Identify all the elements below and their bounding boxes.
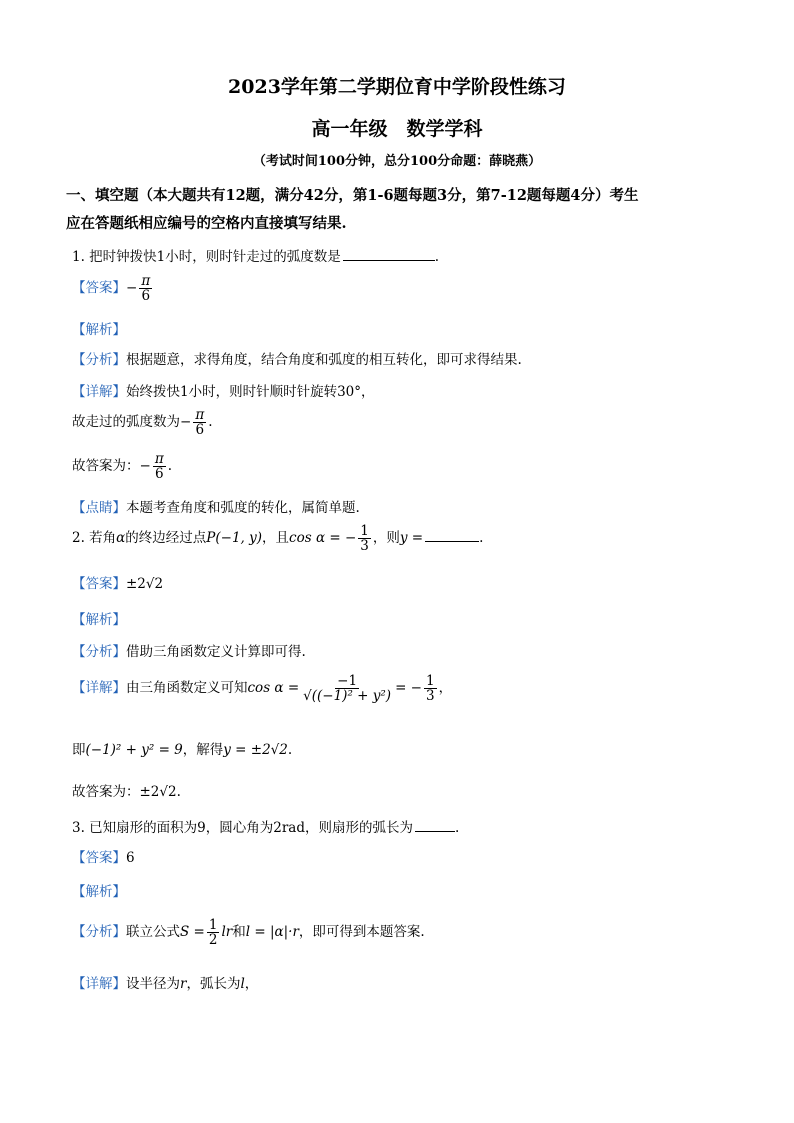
detail-label: 【详解】 xyxy=(72,976,126,992)
q2-detail-rhs-fraction xyxy=(424,674,437,703)
page-title: 2023学年第二学期位育中学阶段性练习 xyxy=(228,76,566,98)
answer-label: 【答案】 xyxy=(72,576,126,592)
q3-stem: 3. 已知扇形的面积为9，圆心角为2rad，则扇形的弧长为 . xyxy=(72,820,460,836)
q1-detail-text: 始终拨快1小时，则时针顺时针旋转30°， xyxy=(126,384,375,400)
q2-detail-a: 由三角函数定义可知 xyxy=(126,680,248,697)
answer-label: 【答案】 xyxy=(72,280,126,297)
q3-fenxi-lr: lr xyxy=(221,924,233,941)
q1-detail xyxy=(72,380,375,400)
q2-answer-value: ±2√2 xyxy=(126,576,164,592)
q3-detail-b: ，弧长为 xyxy=(186,976,241,992)
q2-detail-eq: cos α = xyxy=(247,680,300,697)
q2-detail-2b: ，解得 xyxy=(182,742,224,758)
frac-num: 1 xyxy=(360,523,369,539)
q2-detail-rhs: = − xyxy=(395,680,422,697)
frac-num: π xyxy=(195,407,205,423)
q2-detail-2: 即(−1)² + y² = 9，解得y = ±2√2. xyxy=(72,742,293,758)
q1-analysis-label: 【解析】 xyxy=(72,322,126,338)
q3-analysis-label: 【解析】 xyxy=(72,884,126,900)
q2-final-value: ±2√2 xyxy=(139,784,177,800)
frac-num: π xyxy=(141,273,151,289)
q3-detail-l: l xyxy=(240,976,245,992)
comment-label: 【点睛】 xyxy=(72,500,126,516)
q3-answer xyxy=(72,846,135,866)
q3-stem-text: 3. 已知扇形的面积为9，圆心角为2rad，则扇形的弧长为 xyxy=(72,820,413,836)
q3-fenxi-s: S = xyxy=(180,924,205,941)
q3-answer-blank xyxy=(415,830,455,832)
q1-fenxi xyxy=(72,348,522,368)
q1-final-fraction xyxy=(153,452,166,481)
q1-comment-text: 本题考查角度和弧度的转化，属简单题. xyxy=(126,500,360,516)
q1-stem: 1. 把时钟拨快1小时，则时针走过的弧度数是 . xyxy=(72,249,440,265)
q2-stem-d: ，则 xyxy=(372,530,400,547)
frac-num: π xyxy=(154,451,164,467)
q3-detail-text: 设半径为 xyxy=(126,976,180,992)
q1-answer-blank xyxy=(343,259,435,261)
q1-detail-2: 故走过的弧度数为− $\frac{\pi}{6}$ . xyxy=(72,407,213,439)
q2-stem-c: ，且 xyxy=(262,530,290,547)
q1-fenxi-text: 根据题意，求得角度，结合角度和弧度的相互转化，即可求得结果. xyxy=(126,352,522,368)
q3-fenxi-a: 联立公式 xyxy=(126,924,180,941)
q3-detail-c: ， xyxy=(244,976,259,992)
fenxi-label: 【分析】 xyxy=(72,644,126,660)
q2-detail: 【详解】由三角函数定义可知cos α = $\frac{-1}{\text{√((−1)² + y²)}}$ = − $\frac{1}{3}$ ， xyxy=(72,673,453,705)
q1-final: 故答案为：− $\frac{\pi}{6}$ . xyxy=(72,451,172,483)
q2-fenxi-text: 借助三角函数定义计算即可得. xyxy=(126,644,306,660)
q2-detail-2sol: y = ±2√2 xyxy=(223,742,288,758)
q1-comment xyxy=(72,496,360,516)
q3-fenxi xyxy=(72,918,425,947)
q2-detail-fraction xyxy=(301,674,393,703)
frac-den: 3 xyxy=(425,688,435,705)
frac-num: 1 xyxy=(208,917,218,933)
q2-stem-a: 2. 若角 xyxy=(72,530,117,547)
q3-detail-r: r xyxy=(180,976,187,992)
q2-stem-b: 的终边经过点 xyxy=(125,530,207,547)
q3-fenxi-fraction xyxy=(207,918,220,947)
q2-detail-2eq: (−1)² + y² = 9 xyxy=(85,742,183,758)
q2-detail-2a: 即 xyxy=(72,742,86,758)
q1-final-sign: − xyxy=(139,458,151,475)
page-subtitle: 高一年级 数学学科 xyxy=(311,118,483,140)
section-heading-line1: 一、填空题（本大题共有12题，满分42分，第1-6题每题3分，第7-12题每题4分）考生 xyxy=(66,187,639,204)
q2-fenxi xyxy=(72,640,306,660)
q2-y: y = xyxy=(399,530,424,547)
frac-den: 2 xyxy=(208,932,218,949)
answer-label: 【答案】 xyxy=(72,850,126,866)
q3-detail xyxy=(72,972,258,992)
q2-stem-fraction xyxy=(358,524,371,553)
alpha-symbol: α xyxy=(116,530,126,547)
q3-fenxi-b: ，即可得到本题答案. xyxy=(298,924,425,941)
frac-num: −1 xyxy=(337,673,358,689)
frac-den: 6 xyxy=(195,422,205,439)
q2-final-label: 故答案为： xyxy=(72,784,140,800)
q1-answer-fraction xyxy=(139,274,152,303)
q1-final-label: 故答案为： xyxy=(72,458,140,475)
fenxi-label: 【分析】 xyxy=(72,352,126,368)
q2-cos: cos α = − xyxy=(289,530,357,547)
frac-num: 1 xyxy=(425,673,435,689)
q1-answer-sign: − xyxy=(126,280,138,297)
q1-stem-text: 1. 把时钟拨快1小时，则时针走过的弧度数是 xyxy=(72,249,341,265)
q2-final: 故答案为：±2√2. xyxy=(72,784,181,800)
detail-label: 【详解】 xyxy=(72,680,126,697)
frac-den: 3 xyxy=(360,538,369,555)
q2-analysis-label: 【解析】 xyxy=(72,612,126,628)
q1-answer xyxy=(72,274,154,303)
q1-detail-2-text: 故走过的弧度数为 xyxy=(72,414,180,431)
q2-answer-blank xyxy=(425,540,479,542)
frac-den: 6 xyxy=(141,288,151,305)
q3-fenxi-and: 和 xyxy=(232,924,246,941)
exam-note: （考试时间100分钟，总分100分命题：薛晓燕） xyxy=(252,154,542,169)
section-heading-line2: 应在答题纸相应编号的空格内直接填写结果. xyxy=(66,215,347,232)
q1-detail-fraction xyxy=(193,408,206,437)
q1-detail-sign: − xyxy=(180,414,192,431)
detail-label: 【详解】 xyxy=(72,384,126,400)
q2-point: P(−1, y) xyxy=(206,530,263,547)
q3-answer-value: 6 xyxy=(126,850,135,866)
frac-den: 6 xyxy=(154,466,164,483)
frac-den: √((−1)² + y²) xyxy=(303,688,392,705)
q3-fenxi-l: l = |α|·r xyxy=(245,924,299,941)
q2-answer xyxy=(72,572,163,592)
fenxi-label: 【分析】 xyxy=(72,924,126,941)
q2-stem: 2. 若角α的终边经过点P(−1, y)，且cos α = − $\frac{1}{3}$ ，则y = . xyxy=(72,523,484,555)
